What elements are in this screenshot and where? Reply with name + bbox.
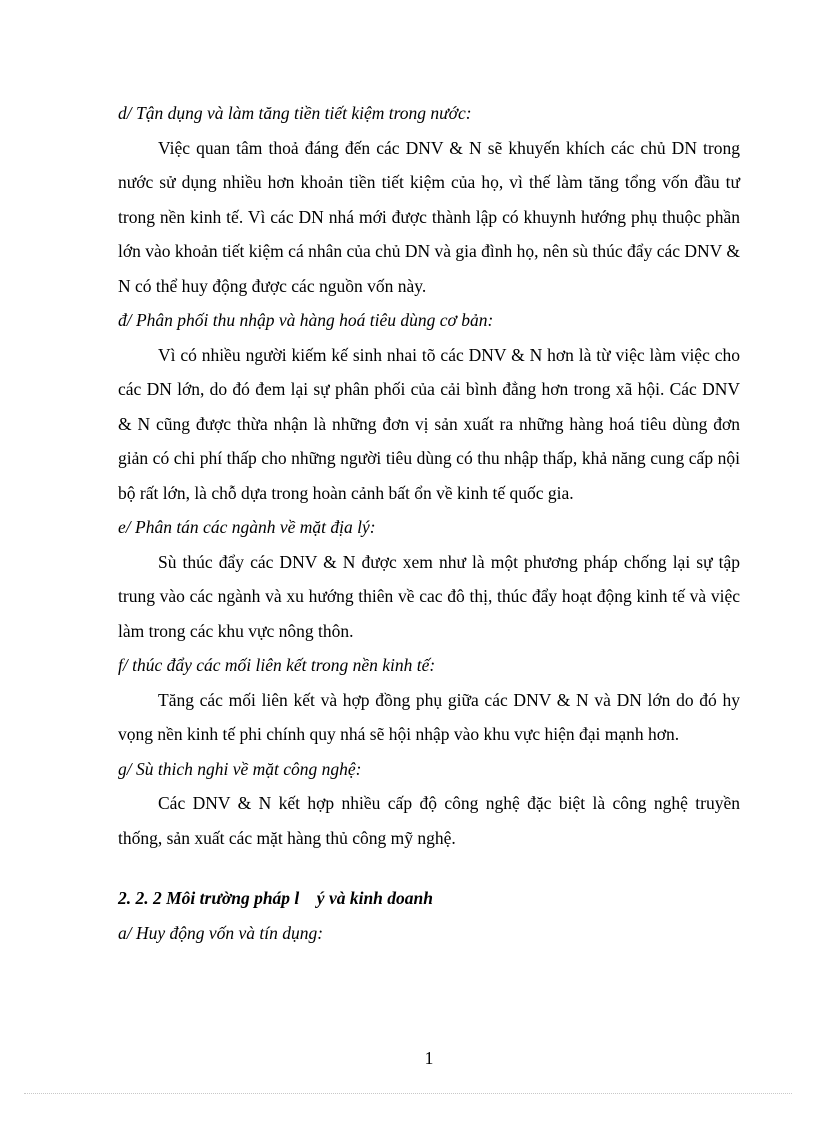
section-heading-g: g/ Sù thich nghi về mặt công nghệ: [118,758,362,779]
paragraph-g: Các DNV & N kết hợp nhiều cấp độ công nghệ đặc biệt là công nghệ truyền thống, sản xuất các mặt hàng thủ công mỹ nghệ. [118,793,740,848]
paragraph-e: Sù thúc đẩy các DNV & N được xem như là một phương pháp chống lại sự tập trung vào các ngành và xu hướng thiên về cac đô thị, thúc đẩy hoạt động kinh tế và việc làm trong các khu vực nông thôn. [118,551,740,641]
page-number: 1 [424,1048,434,1068]
paragraph-dd: Vì có nhiều người kiếm kế sinh nhai tõ các DNV & N hơn là từ việc làm việc cho các DN lớn, do đó đem lại sự phân phối của cải bình đẳng hơn trong xã hội. Các DNV & N cũng được thừa nhận là những đơn vị sản xuất ra những hàng hoá tiêu dùng đơn giản có chi phí thấp cho những người tiêu dùng có thu nhập thấp, khả năng cung cấp nội bộ rất lớn, là chỗ dựa trong hoàn cảnh bất ổn về kinh tế quốc gia. [118,344,740,503]
section-heading-d: d/ Tận dụng và làm tăng tiền tiết kiệm trong nước: [118,103,472,123]
footer-divider [24,1093,792,1094]
subheading-a: a/ Huy động vốn và tín dụng: [118,922,324,943]
paragraph-d: Việc quan tâm thoả đáng đến các DNV & N sẽ khuyến khích các chủ DN trong nước sử dụng nhiều hơn khoản tiền tiết kiệm của họ, vì thế làm tăng tổng vốn đầu tư trong nền kinh tế. Vì các DN nhá mới được thành lập có khuynh hướng phụ thuộc phần lớn vào khoản tiết kiệm cá nhân của chủ DN và gia đình họ, nên sù thúc đẩy các DNV & N có thể huy động được các nguồn vốn này. [118,137,740,296]
paragraph-f: Tăng các mối liên kết và hợp đồng phụ giữa các DNV & N và DN lớn do đó hy vọng nền kinh tế phi chính quy nhá sẽ hội nhập vào khu vực hiện đại mạnh hơn. [118,689,740,744]
section-heading-e: e/ Phân tán các ngành về mặt địa lý: [118,517,376,537]
document-body [118,96,740,950]
section-heading-dd: đ/ Phân phối thu nhập và hàng hoá tiêu dùng cơ bản: [118,310,494,330]
section-title: 2. 2. 2 Môi trường pháp l ý và kinh doanh [118,888,433,908]
section-heading-f: f/ thúc đẩy các mối liên kết trong nền kinh tế: [118,655,436,675]
